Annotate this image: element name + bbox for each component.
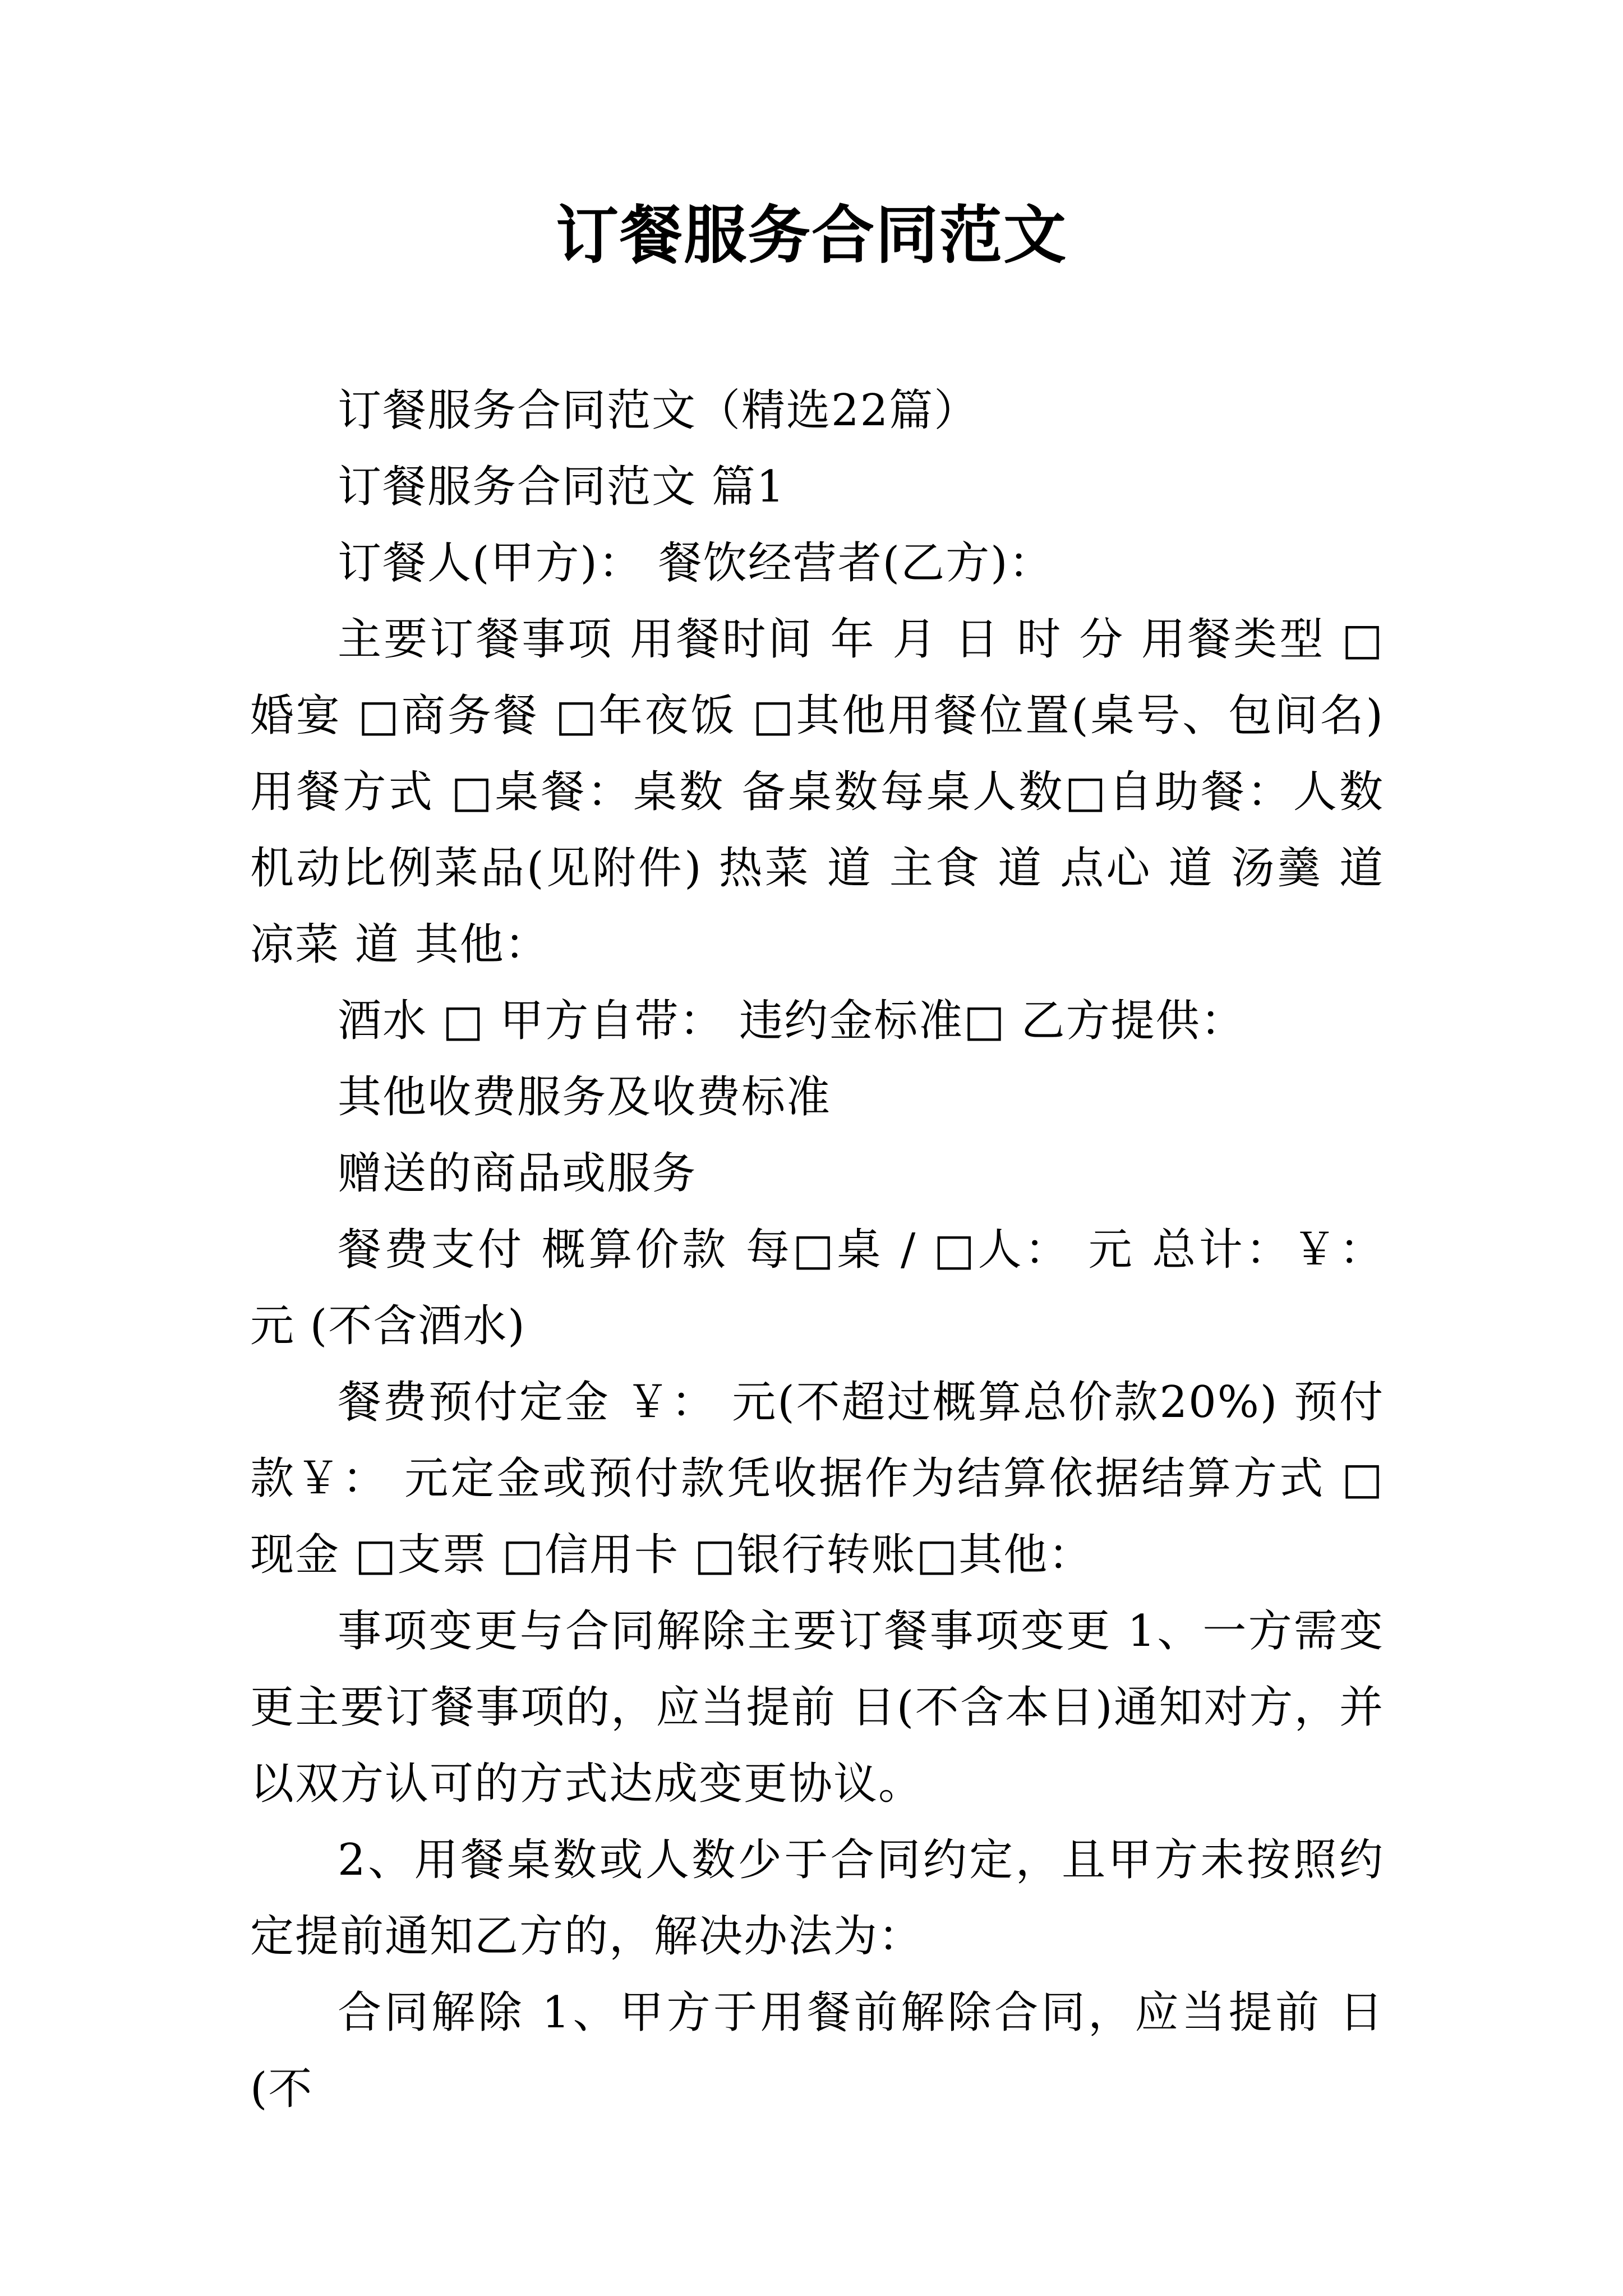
paragraph-parties: 订餐人(甲方)： 餐饮经营者(乙方)： [338,538,1054,588]
paragraph-main-order-items: 主要订餐事项 用餐时间 年 月 日 时 分 用餐类型 □婚宴 □商务餐 □年夜饭 □其他用餐位置(桌号、包间名) 用餐方式 □桌餐：桌数 备桌数每桌人数□自助餐：人数机动比例菜品(见附件) 热菜 道 主食 道 点心 道 汤羹 道 凉菜 道 其他： [250,614,1384,970]
document-title: 订餐服务合同范文 [556,199,1067,272]
paragraph-drinks: 酒水 □ 甲方自带： 违约金标准□ 乙方提供： [338,996,1246,1046]
paragraph-termination: 合同解除 1、甲方于用餐前解除合同，应当提前 日(不 [250,1987,1384,2114]
paragraph-other-fees: 其他收费服务及收费标准 [338,1072,832,1122]
paragraph-changes: 事项变更与合同解除主要订餐事项变更 1、一方需变更主要订餐事项的，应当提前 日(不含本日)通知对方，并以双方认可的方式达成变更协议。 [250,1606,1384,1809]
document-body [250,372,1384,2127]
paragraph-deposit: 餐费预付定金 ￥： 元(不超过概算总价款20%) 预付款￥： 元定金或预付款凭收据作为结算依据结算方式 □现金 □支票 □信用卡 □银行转账□其他： [250,1377,1384,1580]
paragraph-meal-payment: 餐费支付 概算价款 每□桌 / □人： 元 总计：￥： 元 (不含酒水) [250,1225,1384,1351]
paragraph-fewer-tables: 2、用餐桌数或人数少于合同约定，且甲方未按照约定提前通知乙方的，解决办法为： [250,1835,1384,1962]
paragraph-gifts: 赠送的商品或服务 [338,1148,697,1199]
paragraph-collection-title: 订餐服务合同范文（精选22篇） [338,385,979,436]
paragraph-section-heading: 订餐服务合同范文 篇1 [338,462,786,512]
